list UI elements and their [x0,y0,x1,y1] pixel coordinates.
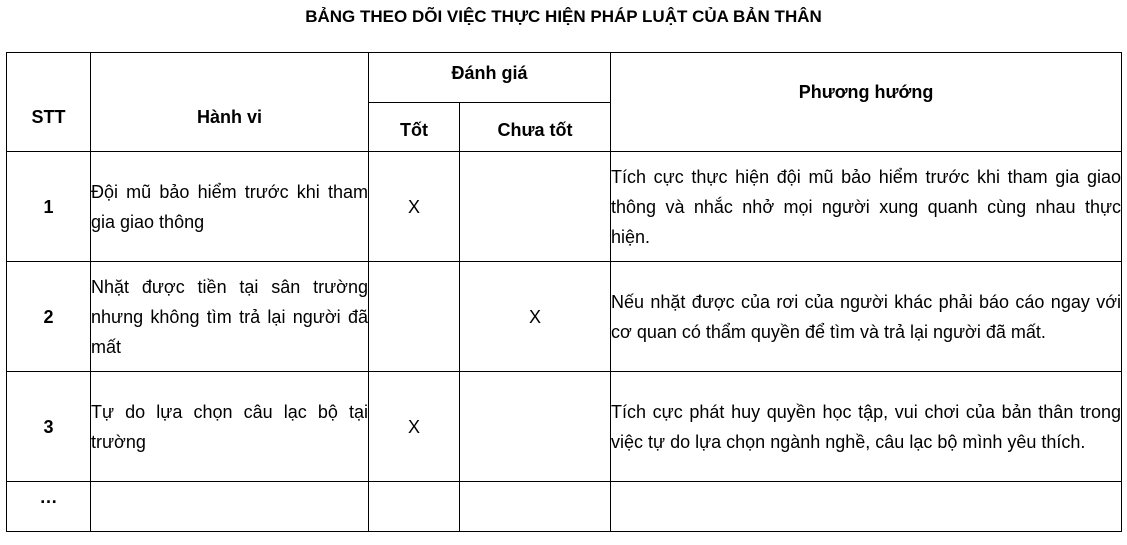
header-stt: STT [7,53,91,152]
direction-cell: Nếu nhặt được của rơi của người khác phải báo cáo ngay với cơ quan có thẩm quyền để tìm và trả lại người đã mất. [611,262,1122,372]
behavior-cell: Tự do lựa chọn câu lạc bộ tại trường [91,372,369,482]
header-row-top [7,53,1122,103]
table-row [7,482,1122,532]
document-title: BẢNG THEO DÕI VIỆC THỰC HIỆN PHÁP LUẬT CỦA BẢN THÂN [305,7,822,26]
behavior-cell: Đội mũ bảo hiểm trước khi tham gia giao thông [91,152,369,262]
header-not-good: Chưa tốt [460,103,611,152]
row-number: … [7,482,91,532]
header-behavior: Hành vi [91,53,369,152]
table-row [7,152,1122,262]
row-number: 1 [7,152,91,262]
not-good-mark [460,152,611,262]
header-evaluation: Đánh giá [369,53,611,103]
good-mark [369,262,460,372]
good-mark: X [369,372,460,482]
not-good-mark: X [460,262,611,372]
behavior-cell [91,482,369,532]
direction-cell [611,482,1122,532]
row-number: 3 [7,372,91,482]
direction-cell: Tích cực phát huy quyền học tập, vui chơi của bản thân trong việc tự do lựa chọn ngành nghề, câu lạc bộ mình yêu thích. [611,372,1122,482]
row-number: 2 [7,262,91,372]
not-good-mark [460,482,611,532]
direction-cell: Tích cực thực hiện đội mũ bảo hiểm trước khi tham gia giao thông và nhắc nhở mọi người xung quanh cùng nhau thực hiện. [611,152,1122,262]
header-direction: Phương hướng [611,53,1122,152]
good-mark: X [369,152,460,262]
good-mark [369,482,460,532]
behavior-cell: Nhặt được tiền tại sân trường nhưng không tìm trả lại người đã mất [91,262,369,372]
table-row [7,372,1122,482]
table-row [7,262,1122,372]
law-compliance-table [6,52,1122,532]
header-good: Tốt [369,103,460,152]
not-good-mark [460,372,611,482]
